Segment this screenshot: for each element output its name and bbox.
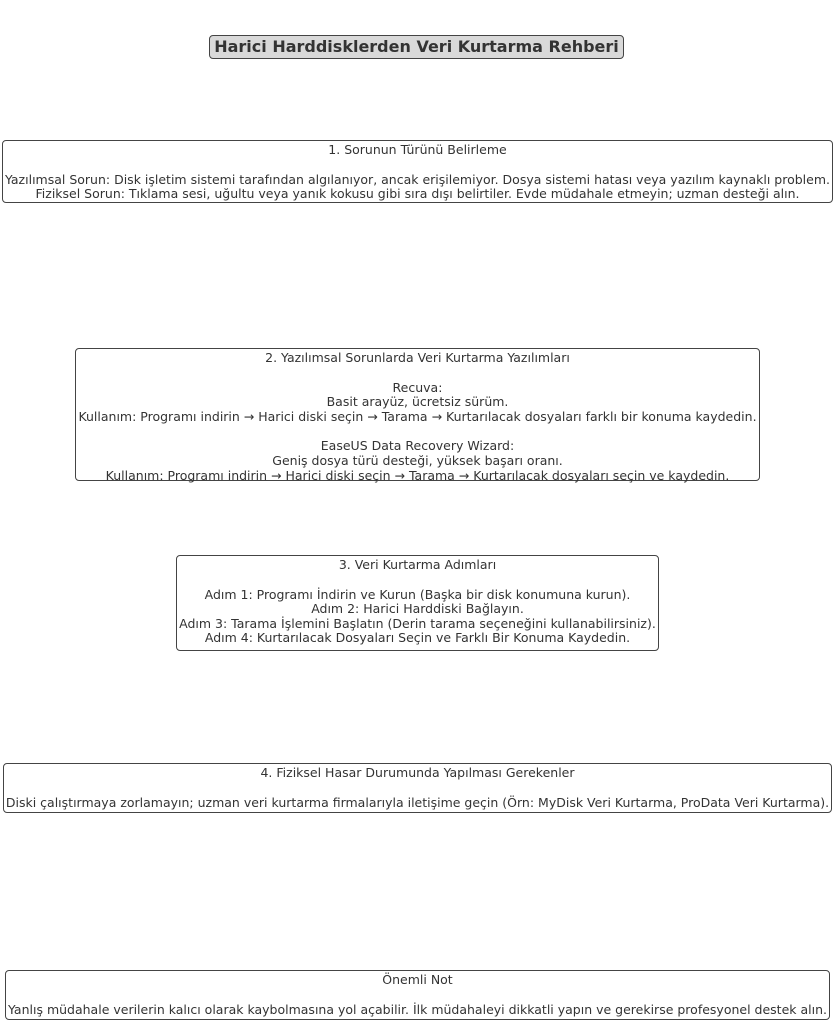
important-note-text: Yanlış müdahale verilerin kalıcı olarak kaybolmasına yol açabilir. İlk müdahaleyi dikkatli yapın ve gerekirse profesyonel destek alın. [8, 1001, 827, 1017]
section-heading: 4. Fiziksel Hasar Durumunda Yapılması Gerekenler [260, 765, 575, 780]
tool-usage-recuva: Kullanım: Programı indirin → Harici diski seçin → Tarama → Kurtarılacak dosyaları farklı bir konuma kaydedin. [78, 408, 757, 424]
software-problem-text: Yazılımsal Sorun: Disk işletim sistemi tarafından algılanıyor, ancak erişilemiyor. Dosya sistemi hatası veya yazılım kaynaklı problem. [4, 171, 830, 187]
step-4: Adım 4: Kurtarılacak Dosyaları Seçin ve Farklı Bir Konuma Kaydedin. [204, 630, 631, 646]
tool-usage-easeus: Kullanım: Programı indirin → Harici diski seçin → Tarama → Kurtarılacak dosyaları seçin ve kaydedin. [105, 467, 730, 483]
tool-desc-recuva: Basit arayüz, ücretsiz sürüm. [326, 394, 509, 410]
step-1: Adım 1: Programı İndirin ve Kurun (Başka bir disk konumuna kurun). [204, 586, 631, 602]
section-recovery-software [75, 348, 760, 481]
step-3: Adım 3: Tarama İşlemini Başlatın (Derin tarama seçeneğini kullanabilirsiniz). [179, 615, 656, 631]
step-2: Adım 2: Harici Harddiski Bağlayın. [311, 601, 524, 617]
tool-name-easeus: EaseUS Data Recovery Wizard: [320, 438, 515, 454]
section-heading: 1. Sorunun Türünü Belirleme [328, 142, 507, 157]
physical-damage-text: Diski çalıştırmaya zorlamayın; uzman veri kurtarma firmalarıyla iletişime geçin (Örn: MyDisk Veri Kurtarma, ProData Veri Kurtarma). [5, 794, 830, 810]
tool-desc-easeus: Geniş dosya türü desteği, yüksek başarı oranı. [272, 452, 563, 468]
section-problem-type [2, 140, 833, 203]
section-recovery-steps [176, 555, 659, 651]
section-physical-damage [3, 763, 832, 813]
section-important-note [5, 970, 830, 1020]
section-heading: 2. Yazılımsal Sorunlarda Veri Kurtarma Yazılımları [265, 350, 570, 365]
physical-problem-text: Fiziksel Sorun: Tıklama sesi, uğultu veya yanık kokusu gibi sıra dışı belirtiler. Evde müdahale etmeyin; uzman desteği alın. [35, 186, 800, 202]
section-heading: 3. Veri Kurtarma Adımları [338, 557, 497, 572]
diagram-title: Harici Harddisklerden Veri Kurtarma Rehberi [209, 35, 624, 59]
section-heading: Önemli Not [382, 972, 453, 987]
tool-name-recuva: Recuva: [392, 379, 443, 395]
